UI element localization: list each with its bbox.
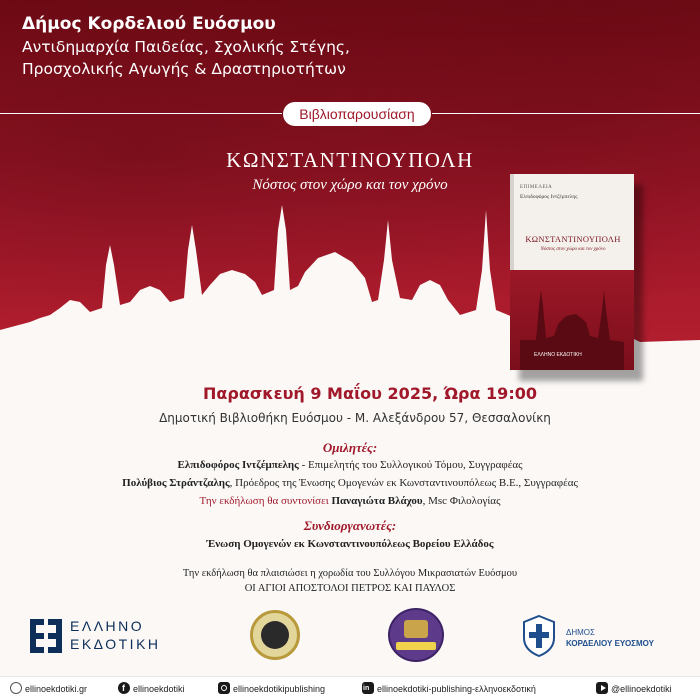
speaker-1-name: Ελπιδοφόρος Ιντζέμπελης [177, 459, 299, 471]
footer-youtube-link[interactable] [596, 682, 672, 696]
book-cover-title: ΚΩΝΣΤΑΝΤΙΝΟΥΠΟΛΗ [525, 234, 621, 244]
footer-facebook-link[interactable] [118, 682, 185, 696]
publisher-logo [30, 618, 200, 658]
organizer-name: Δήμος Κορδελιού Ευόσμου [22, 14, 276, 34]
tag-divider-left [0, 113, 282, 114]
instagram-icon [218, 682, 230, 694]
moderator-role: , Msc Φιλολογίας [422, 495, 501, 507]
publisher-name-line1: ΕΛΛΗΝΟ [70, 618, 145, 634]
co-organizer-name: Ένωση Ομογενών εκ Κωνσταντινουπόλεως Βορείου Ελλάδος [206, 538, 494, 550]
municipality-logo [520, 614, 680, 662]
speakers-heading: Ομιλητές: [322, 440, 378, 455]
publisher-mark-icon [30, 619, 62, 653]
website-label: ellinoekdotiki.gr [25, 684, 88, 694]
organizer-department-line2: Προσχολικής Αγωγής & Δραστηριοτήτων [22, 60, 346, 78]
facebook-icon [118, 682, 130, 694]
sponsor-logos-row [0, 604, 700, 668]
moderator-prefix: Την εκδήλωση θα συντονίσει [199, 495, 332, 507]
youtube-label: @ellinoekdotiki [611, 684, 672, 694]
choir-emblem-banner [396, 642, 436, 650]
book-subtitle-heading: Νόστος στον χώρο και τον χρόνο [252, 177, 448, 193]
book-title-heading: ΚΩΝΣΤΑΝΤΙΝΟΥΠΟΛΗ [226, 148, 474, 172]
social-footer [0, 676, 700, 700]
co-organizer [40, 538, 660, 550]
book-cover [510, 174, 634, 370]
event-type-badge: Βιβλιοπαρουσίαση [283, 102, 431, 126]
municipality-label: ΔΗΜΟΣ [566, 628, 595, 637]
municipality-name: ΚΟΡΔΕΛΙΟΥ ΕΥΟΣΜΟΥ [566, 639, 654, 648]
speaker-2-role: , Πρόεδρος της Ένωσης Ομογενών εκ Κωνσταντινουπόλεως Β.Ε., Συγγραφέας [229, 477, 578, 489]
association-seal-2 [388, 608, 444, 662]
footer-linkedin-link[interactable] [362, 682, 536, 696]
footer-instagram-link[interactable] [218, 682, 325, 696]
linkedin-label: ellinoekdotiki-publishing-ελληνοεκδοτική [377, 684, 536, 694]
tag-divider-right [432, 113, 700, 114]
book-author: Ελπιδοφόρος Ιντζέμπελης [520, 194, 578, 200]
double-eagle-icon [261, 621, 289, 649]
speaker-1-role: - Επιμελητής του Συλλογικού Τόμου, Συγγραφέας [298, 459, 523, 471]
greek-coat-of-arms-icon [520, 614, 558, 658]
linkedin-icon [362, 682, 374, 694]
organizer-header [22, 12, 482, 80]
speaker-2-name: Πολύβιος Στράντζαλης [122, 477, 230, 489]
moderator-name: Παναγιώτα Βλάχου [331, 495, 423, 507]
co-organizers-heading: Συνδιοργανωτές: [303, 518, 397, 533]
association-seal-1 [250, 610, 300, 660]
book-editor-label: ΕΠΙΜΕΛΕΙΑ [520, 185, 553, 190]
book-cover-subtitle: Νόστος στον χώρο και τον χρόνο [540, 247, 606, 252]
instagram-label: ellinoekdotikipublishing [233, 684, 326, 694]
choir-emblem-icon [404, 620, 428, 638]
choir-note-line2: ΟΙ ΑΓΙΟΙ ΑΠΟΣΤΟΛΟΙ ΠΕΤΡΟΣ ΚΑΙ ΠΑΥΛΟΣ [244, 583, 456, 594]
publisher-name-line2: ΕΚΔΟΤΙΚΗ [70, 636, 161, 652]
moderator [40, 495, 660, 507]
youtube-icon [596, 682, 608, 694]
globe-icon [10, 682, 22, 694]
footer-website-link[interactable] [10, 682, 87, 696]
speaker-2 [40, 477, 660, 489]
speaker-1 [40, 459, 660, 471]
choir-note-line1: Την εκδήλωση θα πλαισιώσει η χορωδία του Συλλόγου Μικρασιατών Ευόσμου [182, 568, 518, 579]
event-venue: Δημοτική Βιβλιοθήκη Ευόσμου - Μ. Αλεξάνδρου 57, Θεσσαλονίκη [159, 411, 551, 425]
event-date: Παρασκευή 9 Μαΐου 2025, Ώρα 19:00 [203, 384, 537, 403]
organizer-department-line1: Αντιδημαρχία Παιδείας, Σχολικής Στέγης, [22, 38, 350, 56]
facebook-label: ellinoekdotiki [133, 684, 185, 694]
book-publisher-logo: ΕΛΛΗΝΟ ΕΚΔΟΤΙΚΗ [534, 352, 582, 358]
